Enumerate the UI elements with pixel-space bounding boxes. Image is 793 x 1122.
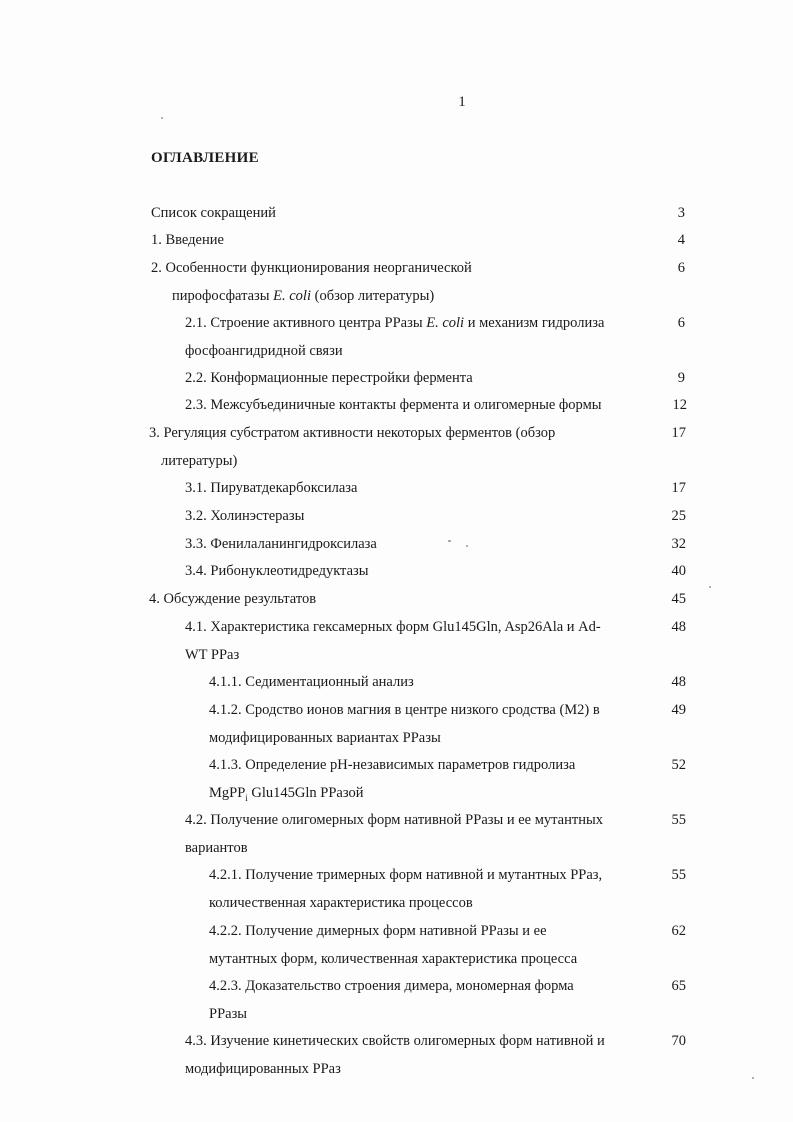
- toc-page-number: 17: [671, 480, 686, 496]
- toc-entry-1: [151, 227, 685, 255]
- toc-page-number: 32: [671, 536, 686, 552]
- toc-entry-4-1-1: [209, 669, 686, 697]
- toc-entry-text-cont: вариантов: [185, 839, 248, 856]
- toc-entry-4-2-2: [209, 918, 686, 974]
- toc-entry-4-1-3: [209, 752, 686, 808]
- toc-entry-text-cont: модифицированных PPаз: [185, 1060, 341, 1077]
- toc-entry-2-2: [185, 365, 685, 393]
- toc-entry-text: 3.1. Пируватдекарбоксилаза: [185, 480, 358, 496]
- toc-entry-text: 4.1.1. Седиментационный анализ: [209, 674, 414, 690]
- toc-entry-text-cont: мутантных форм, количественная характеристика процесса: [209, 950, 578, 967]
- toc-page-number: 25: [671, 508, 686, 524]
- toc-page-number: 55: [671, 812, 686, 828]
- toc-entry-text-cont: литературы): [161, 452, 238, 469]
- toc-entry-text: 4.1.3. Определение pH-независимых параметров гидролиза: [209, 757, 576, 773]
- toc-entry-text: 4.2.3. Доказательство строения димера, мономерная форма: [209, 978, 574, 994]
- toc-entry-text: 4.1.2. Сродство ионов магния в центре низкого сродства (M2) в: [209, 702, 600, 718]
- toc-entry-text: 4.1. Характеристика гексамерных форм Glu145Gln, Asp26Ala и Ad-: [185, 619, 601, 635]
- toc-page-number: 9: [677, 370, 685, 386]
- toc-entry-text-cont: WT PPаз: [185, 646, 240, 663]
- toc-page-number: 52: [671, 757, 686, 773]
- toc-entry-4-2: [185, 807, 686, 863]
- toc-entry-text: 2.2. Конформационные перестройки фермента: [185, 370, 473, 386]
- toc-entry-text-cont: MgPP$_i$ Glu145Gln PPазой: [209, 784, 364, 803]
- toc-page-number: 40: [671, 563, 686, 579]
- toc-entry-text: 2. Особенности функционирования неорганической: [151, 260, 472, 276]
- toc-page-number: 65: [671, 978, 686, 994]
- scan-speck: [709, 586, 711, 588]
- toc-entry-text: 3.3. Фенилаланингидроксилаза: [185, 536, 377, 552]
- toc-entry-text: Список сокращений: [151, 205, 276, 221]
- toc-entry-text-cont: количественная характеристика процессов: [209, 894, 473, 911]
- toc-entry-4-3: [185, 1028, 686, 1084]
- toc-entry-4: [149, 586, 686, 614]
- toc-title: ОГЛАВЛЕНИЕ: [151, 150, 259, 166]
- toc-entry-3-2: [185, 503, 686, 531]
- toc-page-number: 55: [671, 867, 686, 883]
- toc-page-number: 6: [677, 260, 685, 276]
- toc-page-number: 6: [677, 315, 685, 331]
- toc-entry-3-1: [185, 475, 686, 503]
- toc-page-number: 3: [677, 205, 685, 221]
- toc-entry-text: 3.4. Рибонуклеотидредуктазы: [185, 563, 369, 579]
- toc-entry-text-cont: модифицированных вариантах PPазы: [209, 729, 441, 746]
- toc-page-number: 62: [671, 923, 686, 939]
- toc-entry-text-cont: пирофосфатазы E. coli (обзор литературы): [172, 287, 435, 304]
- scan-speck: [161, 117, 163, 119]
- toc-entry-text: 4.2.2. Получение димерных форм нативной PPазы и ее: [209, 923, 547, 939]
- toc-entry-4-2-1: [209, 862, 686, 918]
- scan-speck: [466, 545, 468, 547]
- toc-page-number: 4: [677, 232, 685, 248]
- toc-page-number: 12: [672, 397, 687, 413]
- toc-entry-text-cont: PPазы: [209, 1005, 248, 1022]
- toc-entry-text: 2.3. Межсубъединичные контакты фермента и олигомерные формы: [185, 397, 602, 413]
- scan-speck: [448, 540, 451, 542]
- toc-entry-text-cont: фосфоангидридной связи: [185, 342, 343, 359]
- toc-entry-3: [149, 420, 686, 476]
- toc-page-number: 48: [671, 619, 686, 635]
- toc-entry-4-2-3: [209, 973, 686, 1029]
- toc-page-number: 17: [671, 425, 686, 441]
- toc-entry-2-1: [185, 310, 685, 366]
- toc-entry-abbreviations: [151, 200, 685, 228]
- toc-entry-2: [151, 255, 685, 311]
- toc-entry-3-4: [185, 558, 686, 586]
- toc-entry-2-3: [185, 392, 687, 420]
- toc-entry-text: 1. Введение: [151, 232, 224, 248]
- toc-entry-4-1: [185, 614, 686, 670]
- toc-entry-text: 4.2. Получение олигомерных форм нативной PPазы и ее мутантных: [185, 812, 603, 828]
- toc-entry-text: 4.3. Изучение кинетических свойств олигомерных форм нативной и: [185, 1033, 605, 1049]
- toc-entry-3-3: [185, 531, 686, 559]
- toc-page-number: 70: [671, 1033, 686, 1049]
- scan-speck: [752, 1077, 754, 1079]
- toc-entry-text: 4.2.1. Получение тримерных форм нативной и мутантных PPаз,: [209, 867, 603, 883]
- toc-entry-text: 2.1. Строение активного центра PPазы E. coli и механизм гидролиза: [185, 315, 605, 331]
- toc-page-number: 45: [671, 591, 686, 607]
- toc-page-number: 48: [671, 674, 686, 690]
- toc-page-number: 49: [671, 702, 686, 718]
- toc-entry-text: 3.2. Холинэстеразы: [185, 508, 305, 524]
- page-number: 1: [458, 94, 466, 110]
- toc-entry-text: 3. Регуляция субстратом активности некоторых ферментов (обзор: [149, 425, 556, 441]
- toc-entry-text: 4. Обсуждение результатов: [149, 591, 317, 607]
- toc-entry-4-1-2: [209, 697, 686, 753]
